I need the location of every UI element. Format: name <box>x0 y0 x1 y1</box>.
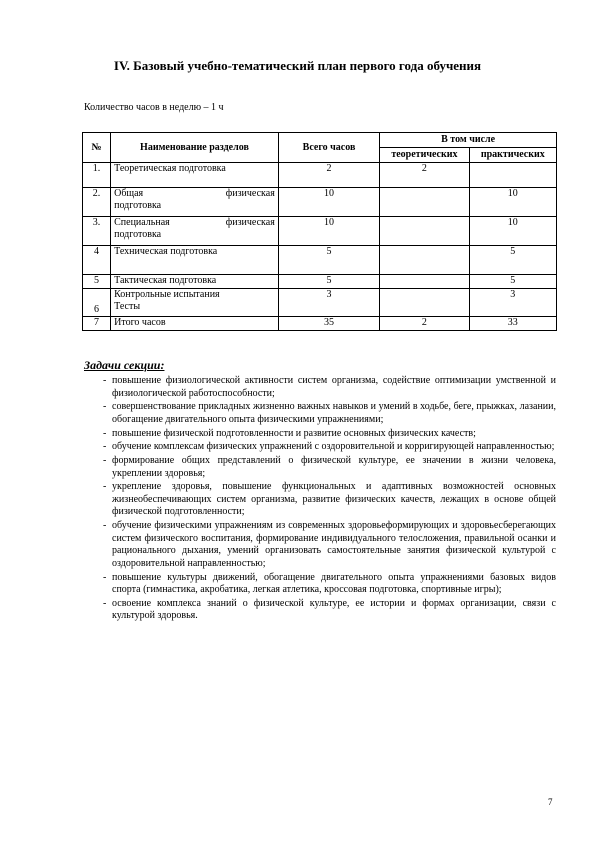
row-name-part: физическая <box>225 217 275 228</box>
list-marker: - <box>103 427 107 439</box>
list-item-text: повышение физической подготовленности и развитие основных физических качеств; <box>112 427 476 439</box>
list-item <box>103 520 556 570</box>
row-practice <box>469 163 556 188</box>
row-theory <box>380 217 469 246</box>
row-name-part: Тесты <box>114 301 141 312</box>
list-item-text: повышение физиологической активности систем организма, содействие оптимизации умственной и физиологической работоспособности; <box>112 375 556 399</box>
table-row <box>83 217 557 246</box>
header-num: № <box>83 133 111 163</box>
list-item <box>103 597 556 623</box>
row-theory <box>380 188 469 217</box>
list-item-text: формирование общих представлений о физической культуре, ее значении в жизни человека, укреплении здоровья; <box>112 455 556 479</box>
row-practice: 10 <box>469 188 556 217</box>
list-item <box>103 455 556 480</box>
list-item <box>103 441 556 454</box>
table-row <box>83 275 557 289</box>
row-num: 5 <box>83 275 111 289</box>
list-item-text: освоение комплекса знаний о физической культуре, ее истории и формах организации, связи с культурой здоровья. <box>112 597 556 622</box>
row-practice: 3 <box>469 289 556 317</box>
row-name: Техническая подготовка <box>111 246 279 275</box>
table-header-row <box>83 133 557 148</box>
row-total: 5 <box>278 275 379 289</box>
list-marker: - <box>103 455 107 467</box>
row-name-part: Специальная <box>114 217 170 228</box>
row-total: 3 <box>278 289 379 317</box>
row-num: 6 <box>83 289 111 317</box>
row-theory <box>380 289 469 317</box>
list-item-text: обучение физическими упражнениям из современных здоровьеформирующих и здоровьесберегающих систем физического воспитания, формирование индивидуального телосложения, правильной осанки и рационального дыхания, умений организовать самостоятельные занятия физической культурой с оздоровительной направленностью; <box>112 520 556 569</box>
row-name-part: Общая <box>114 188 144 199</box>
table-row <box>83 246 557 275</box>
table-row <box>83 317 557 331</box>
table-row <box>83 289 557 317</box>
row-name <box>111 217 279 246</box>
row-total: 35 <box>278 317 379 331</box>
list-marker: - <box>103 401 107 413</box>
row-name-part: подготовка <box>114 200 162 211</box>
page-title: IV. Базовый учебно-тематический план первого года обучения <box>113 58 482 73</box>
row-name-part: физическая <box>225 188 275 199</box>
row-theory: 2 <box>380 163 469 188</box>
table-row <box>83 188 557 217</box>
row-practice: 5 <box>469 275 556 289</box>
list-item-text: обучение комплексам физических упражнений с оздоровительной и корригирующей направленностью; <box>112 441 555 453</box>
row-theory <box>380 246 469 275</box>
row-total: 2 <box>278 163 379 188</box>
row-num: 4 <box>83 246 111 275</box>
table-row <box>83 163 557 188</box>
row-name: Тактическая подготовка <box>111 275 279 289</box>
page-number: 7 <box>548 797 553 807</box>
row-name: Теоретическая подготовка <box>111 163 279 188</box>
list-marker: - <box>103 441 107 453</box>
list-marker: - <box>103 571 107 583</box>
row-total: 10 <box>278 217 379 246</box>
row-theory: 2 <box>380 317 469 331</box>
list-item <box>103 481 556 519</box>
row-name-part: Контрольные испытания <box>114 289 220 300</box>
list-marker: - <box>103 520 107 532</box>
list-item-text: повышение культуры движений, обогащение двигательного опыта упражнениями базовых видов спорта (гимнастика, акробатика, легкая атлетика, кроссовая подготовка, спортивные игры); <box>112 571 556 596</box>
hours-per-week: Количество часов в неделю – 1 ч <box>84 102 224 113</box>
row-name <box>111 188 279 217</box>
header-theory: теоретических <box>380 148 469 163</box>
header-practice: практических <box>469 148 556 163</box>
row-name <box>111 289 279 317</box>
row-num: 3. <box>83 217 111 246</box>
list-item <box>103 427 556 441</box>
list-marker: - <box>103 597 107 609</box>
row-theory <box>380 275 469 289</box>
row-num: 7 <box>83 317 111 331</box>
header-total: Всего часов <box>278 133 379 163</box>
list-marker: - <box>103 481 107 493</box>
tasks-list <box>103 375 556 624</box>
list-item <box>103 375 556 400</box>
row-name: Итого часов <box>111 317 279 331</box>
tasks-heading: Задачи секции: <box>84 358 165 372</box>
row-num: 2. <box>83 188 111 217</box>
curriculum-table <box>82 132 557 331</box>
row-name-part: подготовка <box>114 229 162 240</box>
row-total: 10 <box>278 188 379 217</box>
list-item <box>103 571 556 597</box>
row-num: 1. <box>83 163 111 188</box>
row-practice: 33 <box>469 317 556 331</box>
header-including: В том числе <box>380 133 557 148</box>
list-item-text: укрепление здоровья, повышение функциональных и адаптивных возможностей основных жизнеобеспечивающих систем организма, развитие физических качеств, лежащих в основе общей физической подготовленности; <box>112 481 556 518</box>
list-item <box>103 401 556 426</box>
list-marker: - <box>103 375 107 386</box>
list-item-text: совершенствование прикладных жизненно важных навыков и умений в ходьбе, беге, прыжках, лазании, обогащение двигательного опыта физическими упражнениями; <box>112 401 556 425</box>
header-name: Наименование разделов <box>111 133 279 163</box>
row-total: 5 <box>278 246 379 275</box>
row-practice: 5 <box>469 246 556 275</box>
row-practice: 10 <box>469 217 556 246</box>
